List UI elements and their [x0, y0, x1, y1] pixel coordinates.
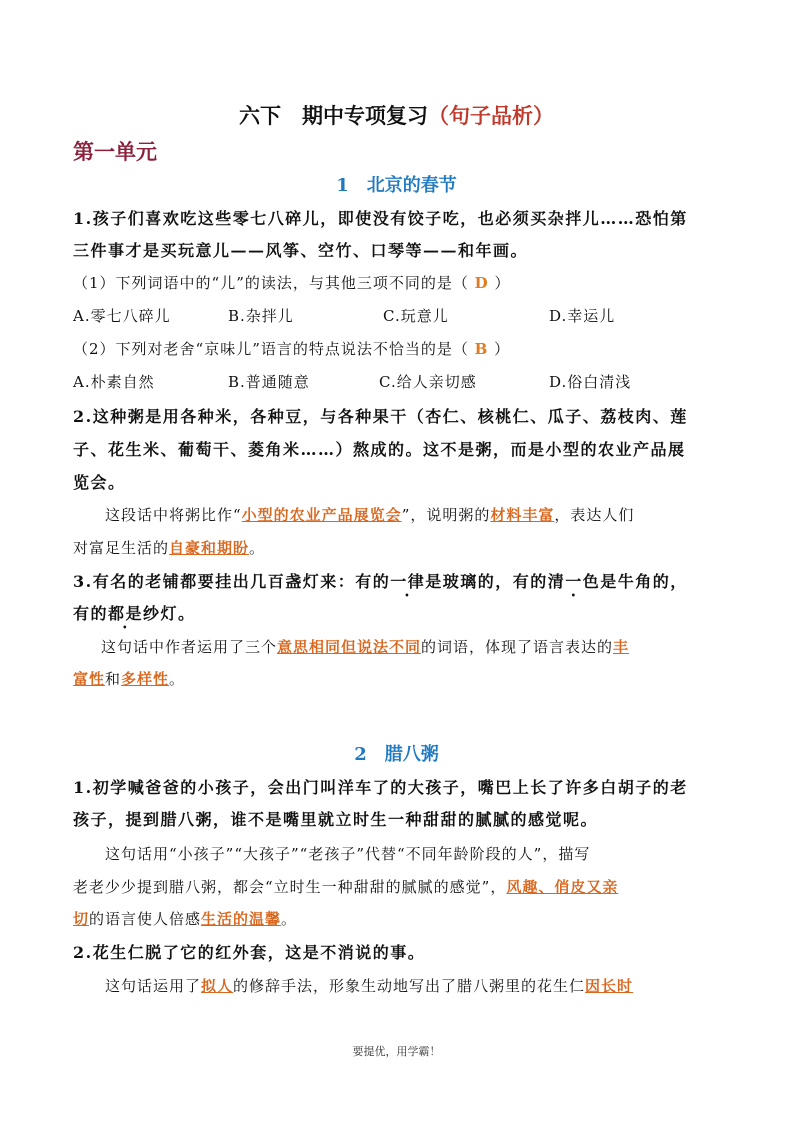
l2-q1-line1: 1.初学喊爸爸的小孩子，会出门叫洋车了的大孩子，嘴巴上长了许多白胡子的老	[73, 778, 688, 797]
answer-text: 的词语，体现了语言表达的	[421, 638, 614, 656]
lesson1-heading: 1 北京的春节	[336, 175, 457, 196]
l2-q1-answer-line2	[73, 876, 618, 897]
lesson2-heading: 2 腊八粥	[354, 744, 439, 765]
q-text: 3.有名的老铺都要挂出几百盏灯来：有的	[73, 572, 391, 591]
answer-text: 这句话中作者运用了三个	[101, 638, 278, 656]
unit-heading: 第一单元	[73, 139, 157, 164]
l1-q3-line2	[73, 601, 196, 624]
option-c: C.给人亲切感	[379, 373, 477, 391]
answer-highlight: 丰	[613, 638, 630, 656]
answer-highlight: 富性	[73, 670, 106, 688]
option-b: B.普通随意	[228, 373, 310, 391]
l1-q1-line1: 1.孩子们喜欢吃这些零七八碎儿，即使没有饺子吃，也必须买杂拌儿……恐怕第	[73, 209, 688, 228]
l1-q2-line2: 子、花生米、葡萄干、菱角米……）熬成的。这不是粥，而是小型的农业产品展	[73, 440, 686, 459]
l1-q2-line1: 2.这种粥是用各种米，各种豆，与各种果干（杏仁、核桃仁、瓜子、荔枝肉、莲	[73, 407, 688, 426]
l2-q1-answer-line3	[73, 908, 297, 929]
answer-text: 这句话运用了	[105, 977, 202, 995]
l1-q3-line1	[73, 569, 688, 592]
dotted-word: 都是	[108, 604, 144, 623]
sub2-text: （2）下列对老舍“京味儿”语言的特点说法不恰当的是（	[73, 340, 469, 358]
title-main: 六下 期中专项复习	[239, 103, 428, 128]
answer-text: 。	[169, 670, 186, 688]
l1-q2-answer-line1	[105, 504, 634, 525]
l2-q1-line2: 孩子，提到腊八粥，谁不是嘴里就立时生一种甜甜的腻腻的感觉呢。	[73, 810, 599, 829]
option-d: D.俗白清浅	[549, 373, 632, 391]
answer-highlight: 多样性	[121, 670, 170, 688]
l2-q1-answer-line1: 这句话用“小孩子”“大孩子”“老孩子”代替“不同年龄阶段的人”，描写	[105, 845, 591, 863]
answer-highlight: 材料丰富	[490, 506, 555, 524]
l2-q2-line1: 2.花生仁脱了它的红外套，这是不消说的事。	[73, 943, 426, 962]
q-text: 是牛角的，	[600, 572, 688, 591]
option-d: D.幸运儿	[549, 307, 616, 325]
page-title	[0, 100, 793, 130]
option-a: A.朴素自然	[73, 373, 155, 391]
q-text: 有的	[73, 604, 109, 623]
q-text: 是玻璃的，有的	[425, 572, 548, 591]
answer-highlight: 意思相同但说法不同	[277, 638, 422, 656]
l1-q3-answer-line1	[101, 636, 629, 657]
option-c: C.玩意儿	[383, 307, 449, 325]
l1-q1-sub1	[73, 272, 510, 293]
l1-q1-options2	[73, 371, 631, 392]
answer-highlight: 生活的温馨	[201, 910, 282, 928]
answer-highlight: 切	[73, 910, 90, 928]
l2-q2-answer-line1	[105, 975, 633, 996]
page-footer: 要提优，用学霸！	[352, 1045, 441, 1058]
sub1-text: （1）下列词语中的“儿”的读法，与其他三项不同的是（	[73, 274, 469, 292]
answer-text: 。	[249, 539, 266, 557]
dotted-word: 清一色	[547, 572, 601, 591]
sub2-close: ）	[494, 340, 511, 358]
sub1-close: ）	[494, 274, 511, 292]
q-text: 纱灯。	[143, 604, 196, 623]
answer-text: ，表达人们	[554, 506, 635, 524]
l1-q1-sub2	[73, 338, 510, 359]
answer-text: 。	[281, 910, 298, 928]
answer-highlight: 因长时	[585, 977, 634, 995]
answer-text: 的语言使人倍感	[89, 910, 202, 928]
answer-text: ”，说明粥的	[401, 506, 491, 524]
sub1-answer: D	[474, 274, 489, 292]
dotted-word: 一律	[390, 572, 426, 591]
answer-text: 老老少少提到腊八粥，都会“立时生一种甜甜的腻腻的感觉”，	[73, 878, 507, 896]
answer-highlight: 小型的农业产品展览会	[241, 506, 402, 524]
option-a: A.零七八碎儿	[73, 307, 171, 325]
answer-highlight: 拟人	[201, 977, 234, 995]
answer-highlight: 风趣、俏皮又亲	[506, 878, 619, 896]
l1-q2-line3: 览会。	[73, 473, 126, 492]
l1-q3-answer-line2	[73, 668, 185, 689]
answer-text: 和	[105, 670, 122, 688]
l1-q1-options1	[73, 305, 615, 326]
answer-text: 的修辞手法，形象生动地写出了腊八粥里的花生仁	[233, 977, 586, 995]
sub2-answer: B	[474, 340, 489, 358]
option-b: B.杂拌儿	[228, 307, 294, 325]
title-sub: （句子品析）	[428, 103, 554, 128]
l1-q2-answer-line2	[73, 537, 265, 558]
answer-highlight: 自豪和期盼	[169, 539, 250, 557]
answer-text: 对富足生活的	[73, 539, 170, 557]
l1-q1-line2: 三件事才是买玩意儿——风筝、空竹、口琴等——和年画。	[73, 241, 529, 260]
answer-text: 这段话中将粥比作“	[105, 506, 242, 524]
